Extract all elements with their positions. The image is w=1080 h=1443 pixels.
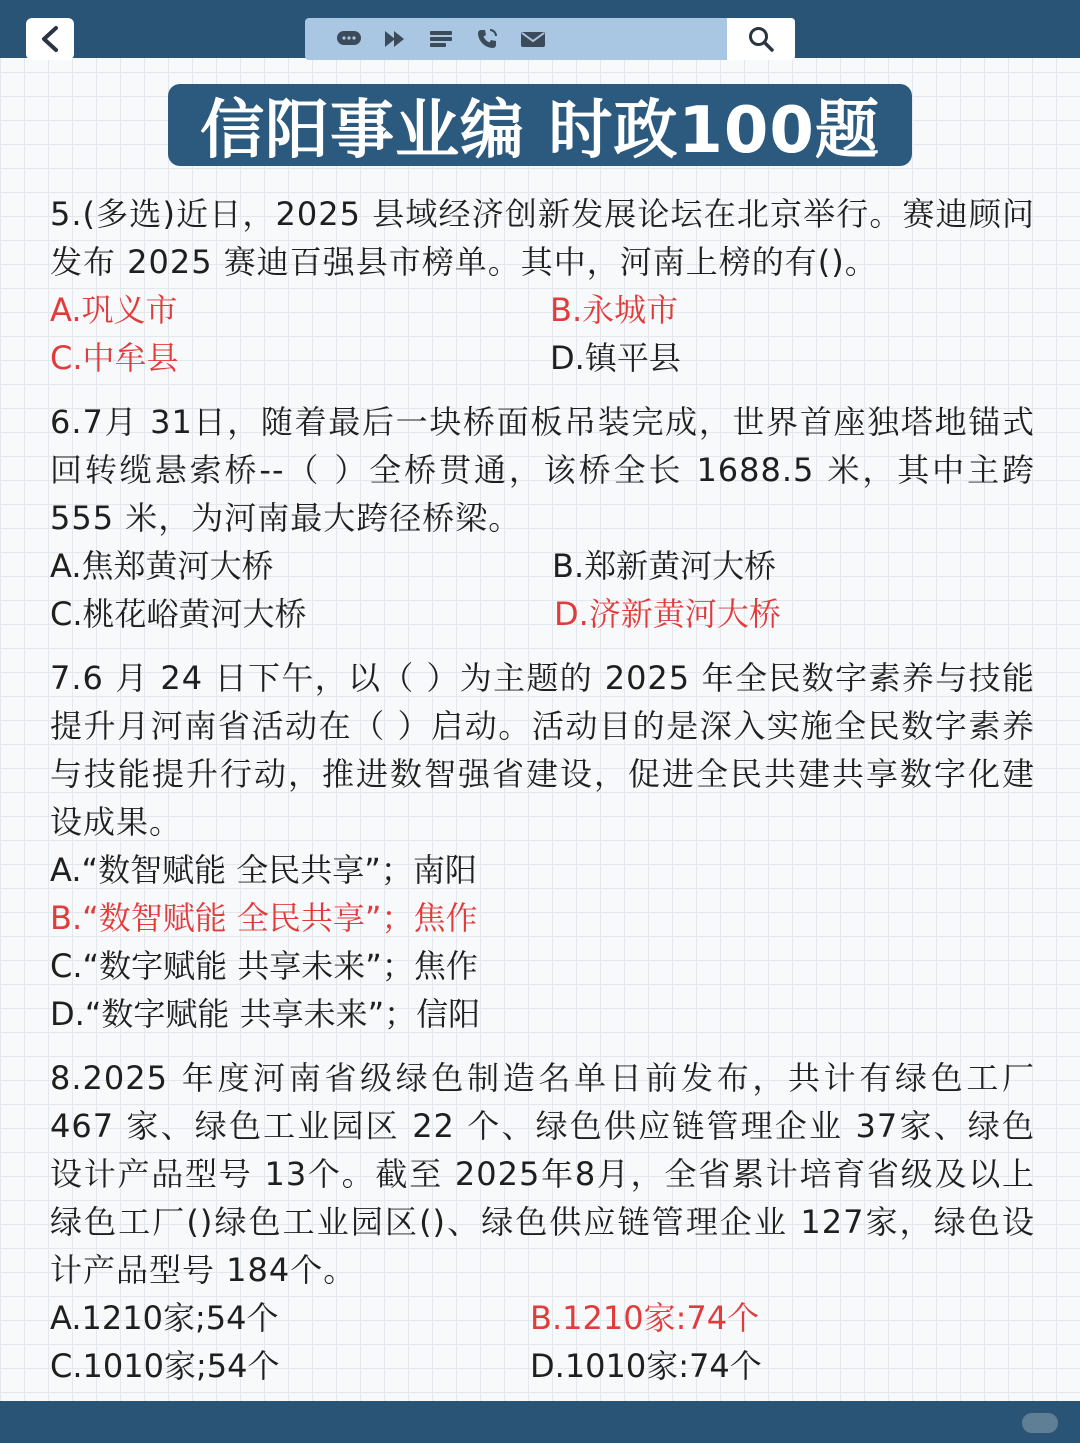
phone-icon[interactable]	[473, 25, 501, 53]
top-bar	[0, 0, 1080, 58]
question-5	[50, 190, 1035, 382]
question-text: 7.6 月 24 日下午，以（ ）为主题的 2025 年全民数字素养与技能提升月河南省活动在（ ）启动。活动目的是深入实施全民数字素养与技能提升行动，推进数智强省建设，促进全民共建共享数字化建设成果。	[50, 659, 1035, 841]
search-icon	[747, 25, 775, 53]
option-row	[50, 590, 1035, 638]
option-row	[50, 286, 1035, 334]
option-row	[50, 1342, 1035, 1390]
question-text: 5.(多选)近日，2025 县域经济创新发展论坛在北京举行。赛迪顾问发布 2025 赛迪百强县市榜单。其中，河南上榜的有()。	[50, 195, 1035, 281]
question-text: 6.7月 31日，随着最后一块桥面板吊装完成，世界首座独塔地锚式回转缆悬索桥--（ ）全桥贯通，该桥全长 1688.5 米，其中主跨 555 米，为河南最大跨径桥梁。	[50, 403, 1035, 537]
option-b: B.郑新黄河大桥	[552, 547, 777, 585]
option-d: D.济新黄河大桥	[554, 595, 781, 633]
option-a: A.焦郑黄河大桥	[50, 547, 274, 585]
option-d: D.1010家:74个	[530, 1347, 762, 1385]
search-button[interactable]	[727, 18, 795, 60]
option-c: C.1010家;54个	[50, 1347, 280, 1385]
option-d: D.镇平县	[550, 339, 681, 377]
chat-bubble-icon[interactable]	[335, 25, 363, 53]
question-6	[50, 398, 1035, 638]
option-d: D.“数字赋能 共享未来”；信阳	[50, 995, 481, 1033]
option-c: C.中牟县	[50, 339, 179, 377]
option-row	[50, 334, 1035, 382]
question-list	[50, 190, 1035, 1406]
question-text: 8.2025 年度河南省级绿色制造名单日前发布，共计有绿色工厂 467 家、绿色工业园区 22 个、绿色供应链管理企业 37家、绿色设计产品型号 13个。截至 2025年8月，全省累计培育省级及以上绿色工厂()绿色工业园区()、绿色供应链管理企业 127家，绿色设计产品型号 184个。	[50, 1059, 1035, 1289]
list-icon[interactable]	[427, 25, 455, 53]
forward-icon[interactable]	[381, 25, 409, 53]
option-a: A.巩义市	[50, 291, 178, 329]
option-b: B.1210家:74个	[530, 1299, 760, 1337]
page-title: 信阳事业编 时政100题	[168, 84, 912, 166]
nav-toolbar	[305, 18, 795, 60]
question-7	[50, 654, 1035, 1038]
option-c: C.桃花峪黄河大桥	[50, 595, 307, 633]
question-8	[50, 1054, 1035, 1390]
option-a: A.“数智赋能 全民共享”；南阳	[50, 851, 477, 889]
mail-icon[interactable]	[519, 25, 547, 53]
back-button[interactable]	[26, 18, 74, 60]
watermark-badge	[1022, 1413, 1058, 1433]
option-a: A.1210家;54个	[50, 1299, 279, 1337]
option-b: B.永城市	[550, 291, 679, 329]
option-row	[50, 1294, 1035, 1342]
option-c: C.“数字赋能 共享未来”；焦作	[50, 947, 478, 985]
bottom-bar	[0, 1401, 1080, 1443]
option-b: B.“数智赋能 全民共享”；焦作	[50, 899, 478, 937]
chevron-left-icon	[39, 25, 61, 53]
option-row	[50, 542, 1035, 590]
